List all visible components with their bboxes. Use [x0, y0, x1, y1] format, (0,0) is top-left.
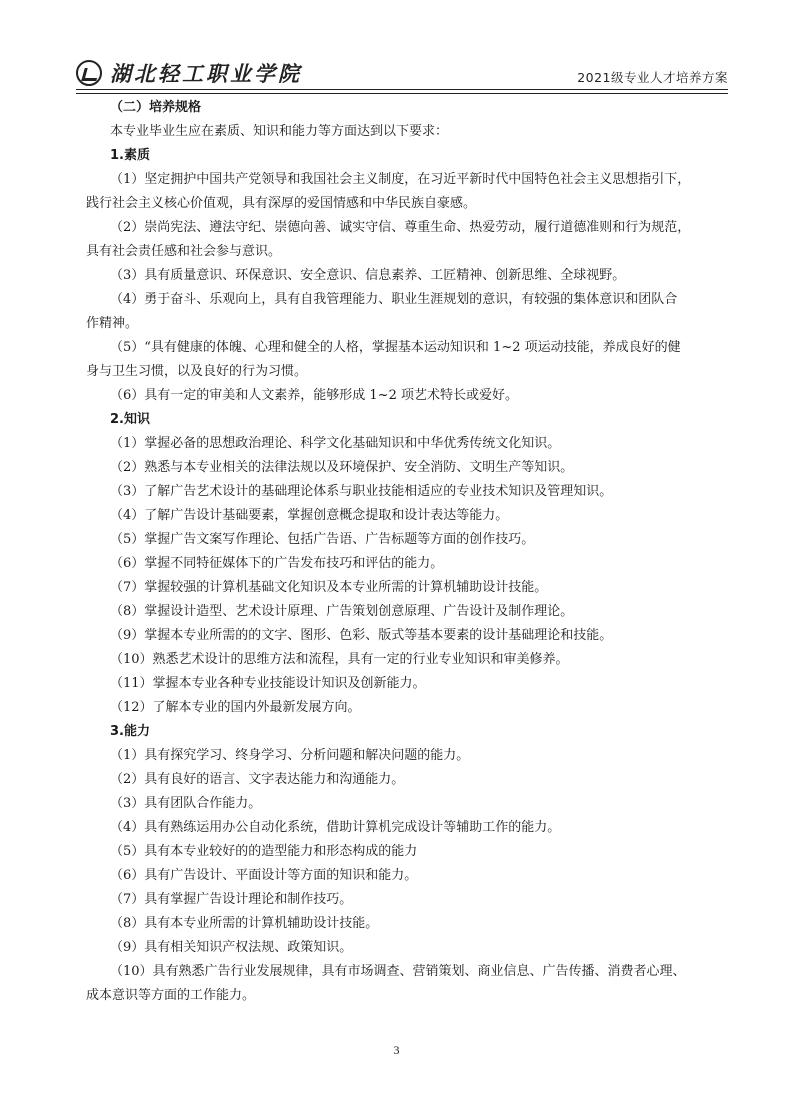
page-header [76, 54, 728, 92]
list-item: （1）坚定拥护中国共产党领导和我国社会主义制度，在习近平新时代中国特色社会主义思想指引下， [110, 172, 691, 187]
list-item: （2）具有良好的语言、文字表达能力和沟通能力。 [110, 772, 405, 787]
quality-list [86, 168, 726, 408]
list-item: （12）了解本专业的国内外最新发展方向。 [110, 700, 361, 715]
list-item: （7）具有掌握广告设计理论和制作技巧。 [110, 892, 353, 907]
list-item-continuation: 成本意识等方面的工作能力。 [86, 988, 256, 1003]
ability-heading: 3.能力 [110, 724, 150, 739]
knowledge-list [86, 432, 726, 720]
list-item: （3）具有团队合作能力。 [110, 796, 262, 811]
header-rule-thin [76, 93, 728, 94]
page-body [86, 96, 726, 1008]
list-item: （4）具有熟练运用办公自动化系统，借助计算机完成设计等辅助工作的能力。 [110, 820, 561, 835]
list-item: （8）具有本专业所需的计算机辅助设计技能。 [110, 916, 379, 931]
list-item: （5）具有本专业较好的的造型能力和形态构成的能力 [110, 844, 418, 859]
list-item-continuation: 作精神。 [86, 316, 139, 331]
list-item: （9）具有相关知识产权法规、政策知识。 [110, 940, 353, 955]
list-item: （10）具有熟悉广告行业发展规律，具有市场调查、营销策划、商业信息、广告传播、消费者心理、 [110, 964, 686, 979]
list-item: （7）掌握较强的计算机基础文化知识及本专业所需的计算机辅助设计技能。 [110, 580, 548, 595]
ability-list [86, 744, 726, 1008]
list-item: （10）熟悉艺术设计的思维方法和流程，具有一定的行业专业知识和审美修养。 [110, 652, 569, 667]
document-title: 2021级专业人才培养方案 [577, 70, 728, 85]
list-item: （5）“具有健康的体魄、心理和健全的人格，掌握基本运动知识和 1~2 项运动技能，养成良好的健 [110, 340, 681, 355]
header-rule-thick [76, 89, 728, 90]
list-item: （6）掌握不同特征媒体下的广告发布技巧和评估的能力。 [110, 556, 444, 571]
section-intro: 本专业毕业生应在素质、知识和能力等方面达到以下要求： [110, 124, 449, 139]
college-emblem-icon [76, 60, 102, 86]
list-item: （6）具有广告设计、平面设计等方面的知识和能力。 [110, 868, 418, 883]
list-item: （3）了解广告艺术设计的基础理论体系与职业技能相适应的专业技术知识及管理知识。 [110, 484, 613, 499]
list-item: （8）掌握设计造型、艺术设计原理、广告策划创意原理、广告设计及制作理论。 [110, 604, 574, 619]
section-heading: （二）培养规格 [110, 100, 202, 115]
college-name-logo: 湖北轻工职业学院 [110, 61, 302, 86]
list-item: （3）具有质量意识、环保意识、安全意识、信息素养、工匠精神、创新思维、全球视野。 [110, 268, 626, 283]
page-number: 3 [393, 1043, 400, 1057]
list-item: （11）掌握本专业各种专业技能设计知识及创新能力。 [110, 676, 426, 691]
list-item-continuation: 身与卫生习惯，以及良好的行为习惯。 [86, 364, 308, 379]
quality-heading: 1.素质 [110, 148, 150, 163]
list-item: （1）具有探究学习、终身学习、分析问题和解决问题的能力。 [110, 748, 470, 763]
college-logo [76, 58, 302, 88]
list-item: （6）具有一定的审美和人文素养，能够形成 1~2 项艺术特长或爱好。 [110, 388, 518, 403]
list-item: （5）掌握广告文案写作理论、包括广告语、广告标题等方面的创作技巧。 [110, 532, 535, 547]
list-item-continuation: 践行社会主义核心价值观，具有深厚的爱国情感和中华民族自豪感。 [86, 196, 477, 211]
knowledge-heading: 2.知识 [110, 412, 150, 427]
list-item: （2）熟悉与本专业相关的法律法规以及环境保护、安全消防、文明生产等知识。 [110, 460, 574, 475]
list-item: （9）掌握本专业所需的的文字、图形、色彩、版式等基本要素的设计基础理论和技能。 [110, 628, 613, 643]
list-item-continuation: 具有社会责任感和社会参与意识。 [86, 244, 282, 259]
list-item: （4）了解广告设计基础要素，掌握创意概念提取和设计表达等能力。 [110, 508, 509, 523]
list-item: （1）掌握必备的思想政治理论、科学文化基础知识和中华优秀传统文化知识。 [110, 436, 561, 451]
list-item: （4）勇于奋斗、乐观向上，具有自我管理能力、职业生涯规划的意识，有较强的集体意识和团队合 [110, 292, 678, 307]
list-item: （2）崇尚宪法、遵法守纪、崇德向善、诚实守信、尊重生命、热爱劳动，履行道德准则和行为规范， [110, 220, 691, 235]
